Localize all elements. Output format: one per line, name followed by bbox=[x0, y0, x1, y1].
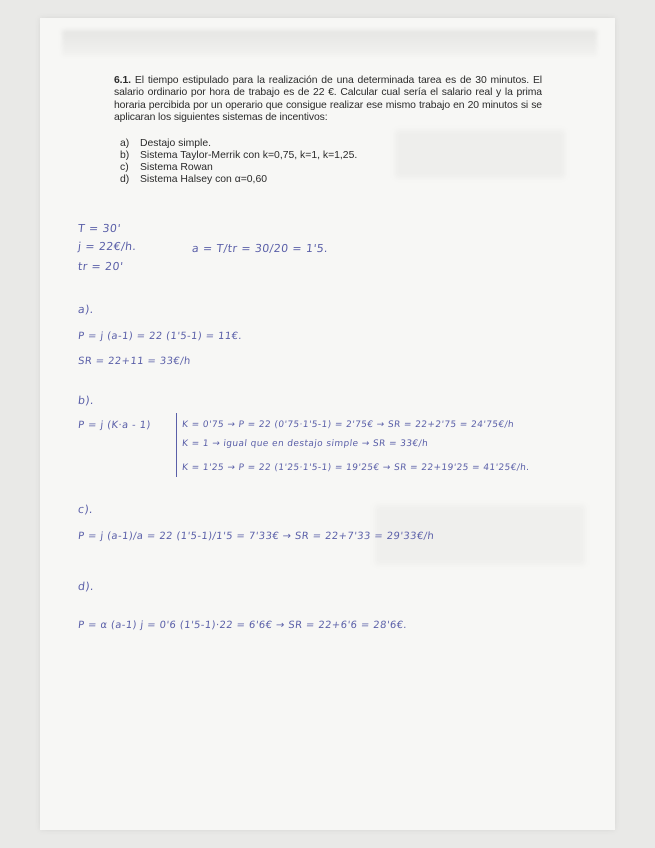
section-b-formula: P = j (K·a - 1) bbox=[77, 420, 152, 431]
problem-statement bbox=[114, 75, 542, 125]
incentive-options-list bbox=[114, 138, 357, 186]
section-a-bonus: P = j (a-1) = 22 (1'5-1) = 11€. bbox=[77, 331, 243, 342]
problem-number: 6.1. bbox=[114, 75, 131, 86]
section-b-label: b). bbox=[77, 394, 95, 407]
problem-text: El tiempo estipulado para la realización de una determinada tarea es de 30 minutos. El salario ordinario por hora de trabajo es de 22 €. Calcular cual sería el salario real y la prima horaria percibida por un operario que consigue realizar ese mismo trabajo en 20 minutos si se aplicaran los siguientes sistemas de incentivos: bbox=[114, 75, 542, 124]
activity-calculation: a = T/tr = 30/20 = 1'5. bbox=[191, 242, 329, 255]
option-text: Sistema Rowan bbox=[140, 162, 213, 173]
option-label: d) bbox=[120, 174, 130, 185]
section-c-label: c). bbox=[77, 503, 94, 516]
brace-divider bbox=[176, 413, 177, 477]
scan-bleed-through bbox=[395, 130, 565, 178]
option-text: Sistema Taylor-Merrik con k=0,75, k=1, k=1,25. bbox=[140, 150, 358, 161]
section-d-halsey: P = α (a-1) j = 0'6 (1'5-1)·22 = 6'6€ → SR = 22+6'6 = 28'6€. bbox=[77, 620, 408, 631]
option-b bbox=[114, 150, 357, 162]
option-a bbox=[114, 138, 357, 150]
option-label: a) bbox=[120, 138, 130, 149]
section-a-real-salary: SR = 22+11 = 33€/h bbox=[77, 356, 192, 367]
given-hourly-wage: j = 22€/h. bbox=[77, 240, 138, 253]
section-b-k1: K = 1 → igual que en destajo simple → SR = 33€/h bbox=[181, 439, 429, 449]
section-a-label: a). bbox=[77, 303, 95, 316]
scan-bleed-through bbox=[62, 30, 597, 56]
given-real-time: tr = 20' bbox=[77, 260, 124, 273]
section-d-label: d). bbox=[77, 580, 95, 593]
option-text: Sistema Halsey con α=0,60 bbox=[140, 174, 268, 185]
option-label: b) bbox=[120, 150, 130, 161]
given-standard-time: T = 30' bbox=[77, 222, 122, 235]
section-c-rowan: P = j (a-1)/a = 22 (1'5-1)/1'5 = 7'33€ → SR = 22+7'33 = 29'33€/h bbox=[77, 531, 435, 542]
option-d bbox=[114, 174, 357, 186]
section-b-k075: K = 0'75 → P = 22 (0'75·1'5-1) = 2'75€ → SR = 22+2'75 = 24'75€/h bbox=[181, 420, 515, 430]
section-b-k125: K = 1'25 → P = 22 (1'25·1'5-1) = 19'25€ → SR = 22+19'25 = 41'25€/h. bbox=[181, 463, 531, 473]
option-label: c) bbox=[120, 162, 129, 173]
option-c bbox=[114, 162, 357, 174]
option-text: Destajo simple. bbox=[140, 138, 212, 149]
